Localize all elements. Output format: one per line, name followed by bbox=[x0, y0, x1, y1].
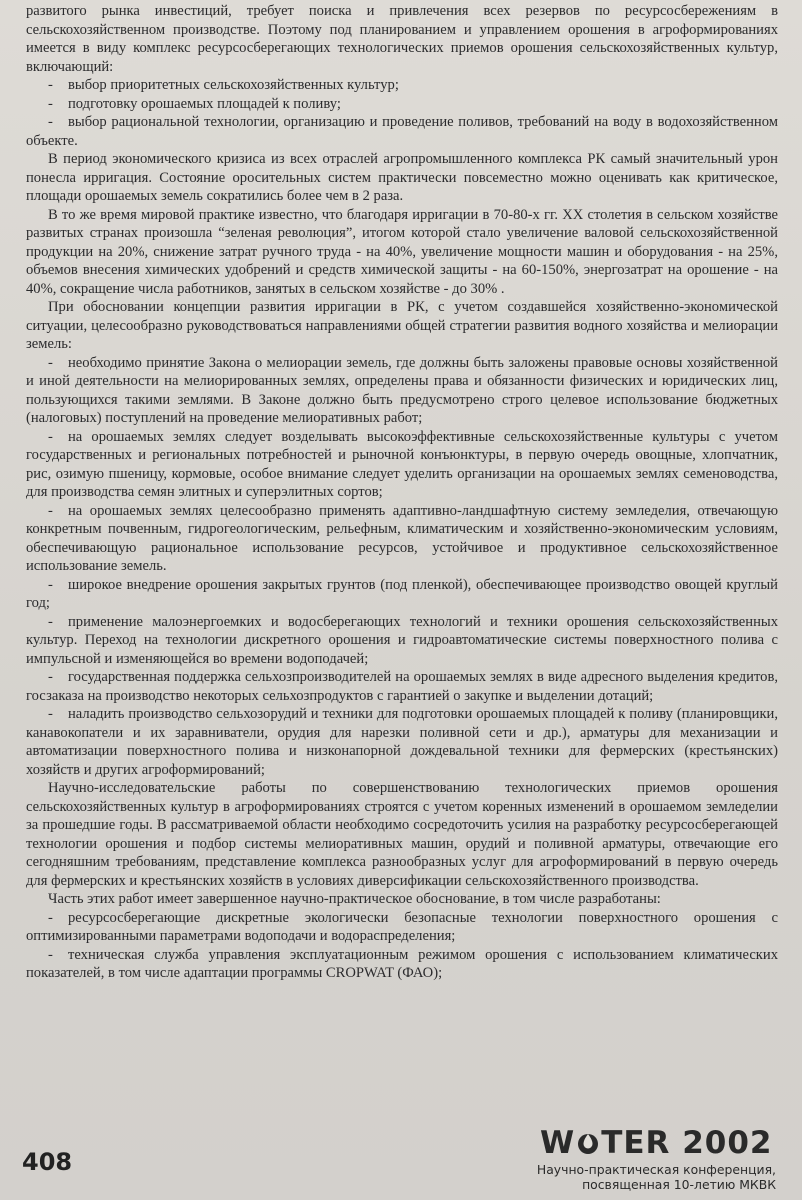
paragraph-text: наладить производство сельхозорудий и техники для подготовки орошаемых площадей к поливу (планировщики, канавокопатели и их заравниватели, орудия для нарезки поливной сети и др.), арматуры для механизации и автоматизации поверхностного полива и низконапорной дождевальной техники для фермерских (крестьянских) хозяйств и других агроформирований; bbox=[26, 706, 778, 778]
paragraph-text: техническая служба управления эксплуатационным режимом орошения с использованием климатических показателей, в том числе адаптации программы CROPWAT (ФАО); bbox=[26, 946, 778, 981]
paragraph bbox=[26, 298, 778, 354]
paragraph-text: на орошаемых землях целесообразно применять адаптивно-ландшафтную систему земледелия, отвечающую конкретным почвенным, гидрогеологическим, рельефным, климатическим и хозяйственно-экономическим условиям, обеспечивающую рациональное использование ресурсов, устойчивое и продуктивное сельскохозяйственное использование земель. bbox=[26, 502, 778, 574]
paragraph-text: Научно-исследовательские работы по совершенствованию технологических приемов орошения сельскохозяйственных культур в агроформированиях строятся с учетом коренных изменений в орошаемом земледелии за прошедшие годы. В рассматриваемой области необходимо сосредоточить усилия на разработку ресурсосберегающей технологии орошения и подбор системы мелиоративных машин, орудий и поливной арматуры, отвечающие его сегодняшним требованиям, представление комплекса разнообразных услуг для агроформирований в первую очередь для фермерских и крестьянских хозяйств в условиях диверсификации сельскохозяйственного производства. bbox=[26, 780, 778, 889]
list-item bbox=[26, 668, 778, 705]
paragraph-text: развитого рынка инвестиций, требует поиска и привлечения всех резервов по ресурсосбережениям в сельскохозяйственном производстве. Поэтому под планированием и управлением орошения в агроформированиях имеется в виду комплекс ресурсосберегающих технологических приемов орошения сельскохозяйственных культур, включающий: bbox=[26, 3, 778, 75]
subtitle-line-2: посвященная 10-летию МКВК bbox=[582, 1177, 776, 1192]
list-item bbox=[26, 113, 778, 150]
paragraph-text: применение малоэнергоемких и водосберегающих технологий и техники орошения сельскохозяйственных культур. Переход на технологии дискретного орошения и гидроавтоматические системы поверхностного полива с импульсной и изменяющейся во времени водоподачей; bbox=[26, 613, 778, 667]
paragraph-text: ресурсосберегающие дискретные экологически безопасные технологии поверхностного орошения с оптимизированными параметрами водоподачи и водораспределения; bbox=[26, 909, 778, 944]
page-number: 408 bbox=[22, 1148, 73, 1176]
paragraph-text: широкое внедрение орошения закрытых грунтов (под пленкой), обеспечивающее производство овощей круглый год; bbox=[26, 576, 778, 611]
dash-bullet: - bbox=[48, 77, 53, 93]
list-item bbox=[26, 613, 778, 669]
paragraph-text: В период экономического кризиса из всех отраслей агропромышленного комплекса РК самый значительный урон понесла ирригация. Состояние оросительных систем практически повсеместно можно оценивать как критическое, площади орошаемых земель сократились более чем в 2 раза. bbox=[26, 151, 778, 204]
paragraph bbox=[26, 779, 778, 890]
water-drop-icon bbox=[577, 1130, 599, 1156]
dash-bullet: - bbox=[48, 613, 53, 630]
paragraph-text: Часть этих работ имеет завершенное научно-практическое обоснование, в том числе разработаны: bbox=[48, 891, 661, 907]
list-item bbox=[26, 502, 778, 576]
list-item bbox=[26, 705, 778, 779]
paragraph bbox=[26, 2, 778, 76]
dash-bullet: - bbox=[48, 909, 53, 926]
paragraph-text: необходимо принятие Закона о мелиорации земель, где должны быть заложены правовые основы хозяйственной и иной деятельности на мелиорированных землях, определены права и обязанности физических и юридических лиц, пользующихся такими землями. В Законе должно быть предусмотрено строго целевое использование бюджетных (налоговых) поступлений на проведение мелиоративных работ; bbox=[26, 354, 778, 426]
dash-bullet: - bbox=[48, 114, 53, 130]
water-2002-logo bbox=[540, 1126, 778, 1160]
list-item bbox=[26, 95, 778, 114]
paragraph bbox=[26, 206, 778, 299]
dash-bullet: - bbox=[48, 946, 53, 963]
conference-subtitle bbox=[500, 1162, 776, 1192]
dash-bullet: - bbox=[48, 502, 53, 519]
list-item bbox=[26, 354, 778, 428]
body-text bbox=[26, 2, 778, 983]
list-item bbox=[26, 909, 778, 946]
paragraph-text: выбор рациональной технологии, организацию и проведение поливов, требований на воду в водохозяйственном объекте. bbox=[26, 114, 778, 149]
paragraph-text: В то же время мировой практике известно, что благодаря ирригации в 70-80-х гг. XX столетия в сельском хозяйстве развитых странах произошла “зеленая революция”, итогом которой стало увеличение валовой сельскохозяйственной продукции на 20%, снижение затрат ручного труда - на 40%, увеличение мощности машин и оборудования - на 25%, объемов внесения химических удобрений и средств химической защиты - на 60-150%, энергозатрат на орошение - на 40%, сокращение числа работников, занятых в сельском хозяйстве - до 30% . bbox=[26, 206, 778, 297]
dash-bullet: - bbox=[48, 354, 53, 371]
list-item bbox=[26, 576, 778, 613]
dash-bullet: - bbox=[48, 669, 53, 685]
paragraph bbox=[26, 890, 778, 909]
list-item bbox=[26, 428, 778, 502]
dash-bullet: - bbox=[48, 428, 53, 445]
paragraph-text: на орошаемых землях следует возделывать высокоэффективные сельскохозяйственные культуры с учетом государственных и региональных потребностей и рыночной конъюнктуры, в первую очередь овощные, хлопчатник, рис, озимую пшеницу, кормовые, особое внимание следует уделить организации на орошаемых землях семеноводства, для производства семян элитных и суперэлитных сортов; bbox=[26, 428, 778, 500]
logo-text-ter-2002: TER 2002 bbox=[601, 1125, 773, 1161]
paragraph-text: выбор приоритетных сельскохозяйственных культур; bbox=[68, 77, 399, 93]
list-item bbox=[26, 946, 778, 983]
list-item bbox=[26, 76, 778, 95]
dash-bullet: - bbox=[48, 706, 53, 722]
paragraph bbox=[26, 150, 778, 206]
dash-bullet: - bbox=[48, 576, 53, 593]
paragraph-text: подготовку орошаемых площадей к поливу; bbox=[68, 95, 341, 112]
subtitle-line-1: Научно-практическая конференция, bbox=[536, 1162, 776, 1177]
logo-letter-w: W bbox=[540, 1125, 576, 1161]
paragraph-text: государственная поддержка сельхозпроизводителей на орошаемых землях в виде адресного выделения кредитов, госзаказа на производство некоторых сельхозпродуктов с гарантией о закупке и выделении дотаций; bbox=[26, 669, 778, 704]
dash-bullet: - bbox=[48, 95, 53, 112]
paragraph-text: При обосновании концепции развития ирригации в РК, с учетом создавшейся хозяйственно-экономической ситуации, целесообразно руководствоваться направлениями общей стратегии развития водного хозяйства и мелиорации земель: bbox=[26, 299, 778, 352]
